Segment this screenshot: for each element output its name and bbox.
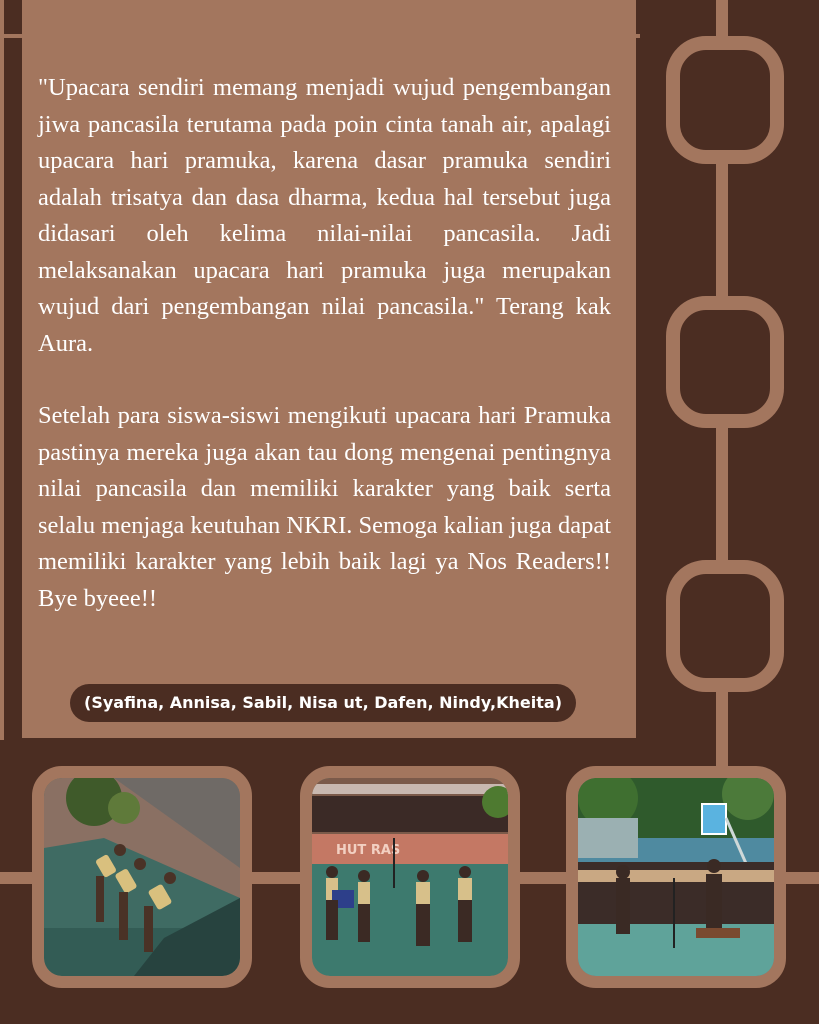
chain-ring-top (666, 36, 784, 164)
credits-badge: (Syafina, Annisa, Sabil, Nisa ut, Dafen, Nindy,Kheita) (70, 684, 576, 722)
scouts-bowing-photo (44, 778, 240, 976)
top-decor-strip (22, 0, 636, 34)
article-paragraph-2: Setelah para siswa-siswi mengikuti upacara hari Pramuka pastinya mereka juga akan tau dong mengenai pentingnya nilai pancasila dan memiliki karakter yang baik serta selalu menjaga keutuhan NKRI. Semoga kalian juga dapat memiliki karakter yang lebih baik lagi ya Nos Readers!! Bye byeee!! (38, 402, 611, 612)
field-assembly-photo (578, 778, 774, 976)
article-body (38, 70, 611, 653)
article-paragraph-1: "Upacara sendiri memang menjadi wujud pengembangan jiwa pancasila terutama pada poin cinta tanah air, apalagi upacara hari pramuka, karena dasar pramuka sendiri adalah trisatya dan dasa dharma, kedua hal tersebut juga didasari oleh kelima nilai-nilai pancasila. Jadi melaksanakan upacara hari pramuka juga merupakan wujud dari pengembangan nilai pancasila." Terang kak Aura. (38, 74, 611, 357)
chain-ring-bottom (666, 560, 784, 692)
chain-ring-middle (666, 296, 784, 428)
photo-frame-3 (566, 766, 786, 988)
flag-ceremony-photo (312, 778, 508, 976)
photo-frame-1 (32, 766, 252, 988)
ground-banner-text: HUT RAS (336, 843, 401, 858)
left-edge-line (0, 0, 4, 740)
photo-frame-2 (300, 766, 520, 988)
